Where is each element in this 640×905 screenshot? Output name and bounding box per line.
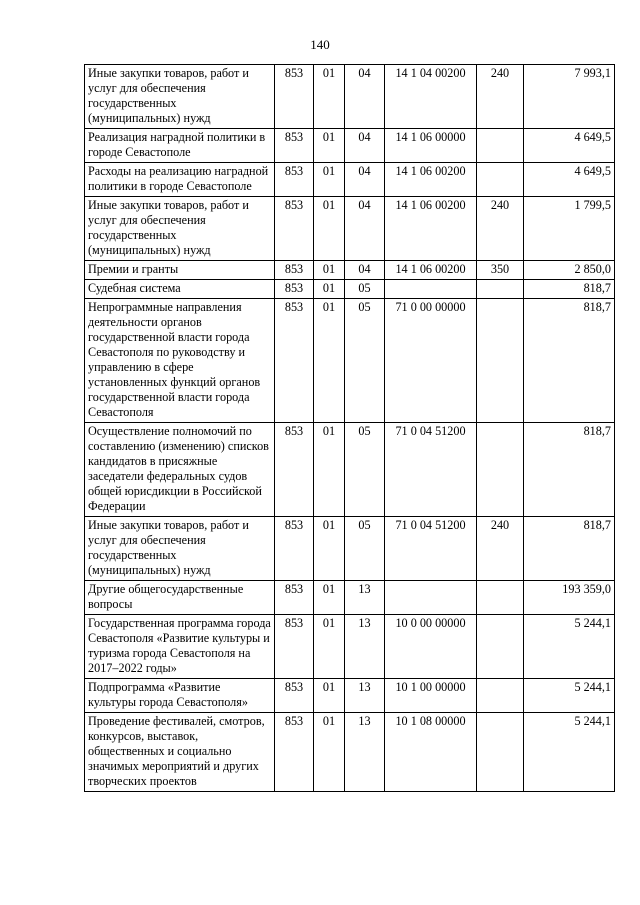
section-code: 01 <box>314 129 345 163</box>
table-row <box>85 423 615 517</box>
expense-name: Государственная программа города Севастополя «Развитие культуры и туризма города Севастополя на 2017–2022 годы» <box>85 615 275 679</box>
target-article-code <box>385 581 477 615</box>
expense-name: Проведение фестивалей, смотров, конкурсов, выставок, общественных и социально значимых мероприятий и других творческих проектов <box>85 713 275 792</box>
subsection-code: 04 <box>345 197 385 261</box>
expense-type-code: 240 <box>477 65 524 129</box>
target-article-code: 14 1 06 00000 <box>385 129 477 163</box>
subsection-code: 13 <box>345 713 385 792</box>
grbs-code: 853 <box>275 261 314 280</box>
section-code: 01 <box>314 299 345 423</box>
table-row <box>85 197 615 261</box>
table-row <box>85 581 615 615</box>
target-article-code: 10 0 00 00000 <box>385 615 477 679</box>
section-code: 01 <box>314 713 345 792</box>
target-article-code <box>385 280 477 299</box>
table-row <box>85 615 615 679</box>
subsection-code: 04 <box>345 129 385 163</box>
amount: 5 244,1 <box>524 713 615 792</box>
expense-name: Подпрограмма «Развитие культуры города Севастополя» <box>85 679 275 713</box>
grbs-code: 853 <box>275 581 314 615</box>
grbs-code: 853 <box>275 65 314 129</box>
subsection-code: 05 <box>345 423 385 517</box>
section-code: 01 <box>314 197 345 261</box>
subsection-code: 13 <box>345 581 385 615</box>
table-row <box>85 679 615 713</box>
subsection-code: 13 <box>345 615 385 679</box>
section-code: 01 <box>314 679 345 713</box>
target-article-code: 14 1 06 00200 <box>385 261 477 280</box>
expense-type-code <box>477 129 524 163</box>
amount: 818,7 <box>524 517 615 581</box>
target-article-code: 71 0 04 51200 <box>385 517 477 581</box>
expense-type-code: 350 <box>477 261 524 280</box>
expense-name: Расходы на реализацию наградной политики в городе Севастополе <box>85 163 275 197</box>
table-row <box>85 129 615 163</box>
amount: 1 799,5 <box>524 197 615 261</box>
grbs-code: 853 <box>275 713 314 792</box>
expense-name: Другие общегосударственные вопросы <box>85 581 275 615</box>
grbs-code: 853 <box>275 423 314 517</box>
budget-table-body <box>85 65 615 792</box>
grbs-code: 853 <box>275 129 314 163</box>
expense-name: Реализация наградной политики в городе Севастополе <box>85 129 275 163</box>
expense-type-code <box>477 679 524 713</box>
expense-type-code: 240 <box>477 197 524 261</box>
amount: 5 244,1 <box>524 615 615 679</box>
expense-type-code <box>477 615 524 679</box>
target-article-code: 10 1 08 00000 <box>385 713 477 792</box>
expense-type-code <box>477 280 524 299</box>
expense-type-code <box>477 713 524 792</box>
grbs-code: 853 <box>275 299 314 423</box>
target-article-code: 14 1 06 00200 <box>385 197 477 261</box>
amount: 193 359,0 <box>524 581 615 615</box>
target-article-code: 10 1 00 00000 <box>385 679 477 713</box>
expense-name: Иные закупки товаров, работ и услуг для обеспечения государственных (муниципальных) нужд <box>85 197 275 261</box>
section-code: 01 <box>314 65 345 129</box>
amount: 7 993,1 <box>524 65 615 129</box>
subsection-code: 04 <box>345 65 385 129</box>
grbs-code: 853 <box>275 517 314 581</box>
expense-type-code <box>477 423 524 517</box>
expense-name: Непрограммные направления деятельности органов государственной власти города Севастополя по руководству и управлению в сфере установленных функций органов государственной власти города Севастополя <box>85 299 275 423</box>
table-row <box>85 163 615 197</box>
section-code: 01 <box>314 423 345 517</box>
table-row <box>85 713 615 792</box>
expense-name: Иные закупки товаров, работ и услуг для обеспечения государственных (муниципальных) нужд <box>85 517 275 581</box>
target-article-code: 14 1 04 00200 <box>385 65 477 129</box>
budget-table <box>84 64 615 792</box>
section-code: 01 <box>314 163 345 197</box>
expense-name: Осуществление полномочий по составлению (изменению) списков кандидатов в присяжные заседатели федеральных судов общей юрисдикции в Российской Федерации <box>85 423 275 517</box>
amount: 2 850,0 <box>524 261 615 280</box>
subsection-code: 04 <box>345 261 385 280</box>
section-code: 01 <box>314 581 345 615</box>
table-row <box>85 261 615 280</box>
section-code: 01 <box>314 261 345 280</box>
section-code: 01 <box>314 517 345 581</box>
amount: 4 649,5 <box>524 163 615 197</box>
table-row <box>85 299 615 423</box>
expense-name: Премии и гранты <box>85 261 275 280</box>
table-row <box>85 280 615 299</box>
expense-type-code <box>477 163 524 197</box>
amount: 818,7 <box>524 299 615 423</box>
subsection-code: 05 <box>345 299 385 423</box>
subsection-code: 13 <box>345 679 385 713</box>
section-code: 01 <box>314 615 345 679</box>
target-article-code: 71 0 00 00000 <box>385 299 477 423</box>
target-article-code: 71 0 04 51200 <box>385 423 477 517</box>
subsection-code: 05 <box>345 280 385 299</box>
amount: 818,7 <box>524 423 615 517</box>
amount: 5 244,1 <box>524 679 615 713</box>
expense-type-code <box>477 299 524 423</box>
subsection-code: 05 <box>345 517 385 581</box>
expense-name: Судебная система <box>85 280 275 299</box>
subsection-code: 04 <box>345 163 385 197</box>
grbs-code: 853 <box>275 679 314 713</box>
target-article-code: 14 1 06 00200 <box>385 163 477 197</box>
page-number: 140 <box>310 37 330 52</box>
expense-type-code: 240 <box>477 517 524 581</box>
amount: 4 649,5 <box>524 129 615 163</box>
section-code: 01 <box>314 280 345 299</box>
grbs-code: 853 <box>275 163 314 197</box>
table-row <box>85 65 615 129</box>
expense-name: Иные закупки товаров, работ и услуг для обеспечения государственных (муниципальных) нужд <box>85 65 275 129</box>
table-row <box>85 517 615 581</box>
amount: 818,7 <box>524 280 615 299</box>
grbs-code: 853 <box>275 615 314 679</box>
grbs-code: 853 <box>275 197 314 261</box>
expense-type-code <box>477 581 524 615</box>
grbs-code: 853 <box>275 280 314 299</box>
